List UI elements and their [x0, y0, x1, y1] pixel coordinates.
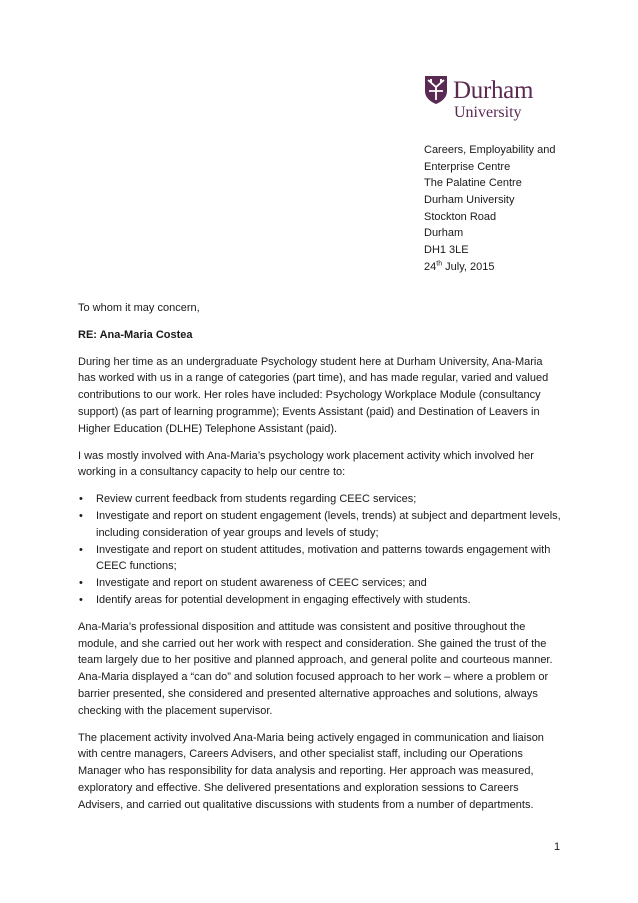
list-item-text: Investigate and report on student awareness of CEEC services; and	[96, 577, 427, 590]
logo-name: Durham	[453, 77, 534, 104]
date-rest: July, 2015	[442, 260, 495, 273]
paragraph-4: The placement activity involved Ana-Maria being actively engaged in communication and liaison with centre managers, Careers Advisers, and other specialist staff, including our Operations Manager who has responsibility for data analysis and reporting. Her approach was measured, exploratory and effective. She delivered presentations and exploration sessions to Careers Advisers, and carried out qualitative discussions with students from a number of departments.	[78, 731, 544, 811]
date-suffix: th	[436, 260, 443, 268]
list-item	[78, 592, 562, 609]
address-line: DH1 3LE	[424, 244, 469, 257]
paragraph-1: During her time as an undergraduate Psychology student here at Durham University, Ana-Maria has worked with us in a range of categories (part time), and has made regular, varied and valued contributions to our work. Her roles have included: Psychology Workplace Module (consultancy support) (as part of learning programme); Events Assistant (paid) and Destination of Leavers in Higher Education (DLHE) Telephone Assistant (paid).	[78, 355, 549, 435]
list-item-text: Investigate and report on student attitudes, motivation and patterns towards engagement with CEEC functions;	[96, 543, 551, 573]
list-item	[78, 491, 562, 508]
paragraph-2: I was mostly involved with Ana-Maria’s psychology work placement activity which involved her working in a consultancy capacity to help our centre to:	[78, 449, 534, 479]
address-line: Enterprise Centre	[424, 160, 511, 173]
letter-body	[78, 300, 562, 824]
bullet-icon: •	[79, 543, 83, 556]
bullet-icon: •	[79, 509, 83, 522]
address-line: Careers, Employability and	[424, 144, 556, 156]
bullet-icon: •	[79, 493, 83, 506]
address-line: Durham	[424, 227, 464, 240]
address-line: Durham University	[424, 194, 515, 207]
page-number: 1	[554, 841, 561, 853]
duties-list	[78, 491, 562, 609]
date-day: 24	[424, 260, 437, 273]
logo-sub: University	[454, 104, 522, 121]
letter-date	[424, 259, 555, 276]
list-item	[78, 542, 562, 576]
list-item-text: Investigate and report on student engagement (levels, trends) at subject and department levels, including consideration of year groups and levels of study;	[96, 509, 561, 539]
list-item	[78, 575, 562, 592]
list-item	[78, 508, 562, 542]
sender-address	[424, 142, 555, 276]
paragraph-3: Ana-Maria’s professional disposition and attitude was consistent and positive throughout the module, and she carried out her work with respect and consideration. She gained the trust of the team largely due to her positive and planned approach, and general polite and courteous manner. Ana-Maria displayed a “can do” and solution focused approach to her work – where a problem or barrier presented, she considered and presented alternative approaches and solutions, always checking with the placement supervisor.	[78, 620, 553, 717]
durham-university-logo	[424, 72, 552, 126]
address-line: Stockton Road	[424, 210, 497, 223]
list-item-text: Identify areas for potential development in engaging effectively with students.	[96, 593, 471, 606]
address-line: The Palatine Centre	[424, 177, 522, 190]
bullet-icon: •	[79, 593, 83, 606]
salutation: To whom it may concern,	[78, 302, 200, 314]
crest-icon	[424, 75, 448, 105]
subject-line: RE: Ana-Maria Costea	[78, 328, 193, 341]
list-item-text: Review current feedback from students regarding CEEC services;	[96, 493, 417, 506]
bullet-icon: •	[79, 577, 83, 590]
